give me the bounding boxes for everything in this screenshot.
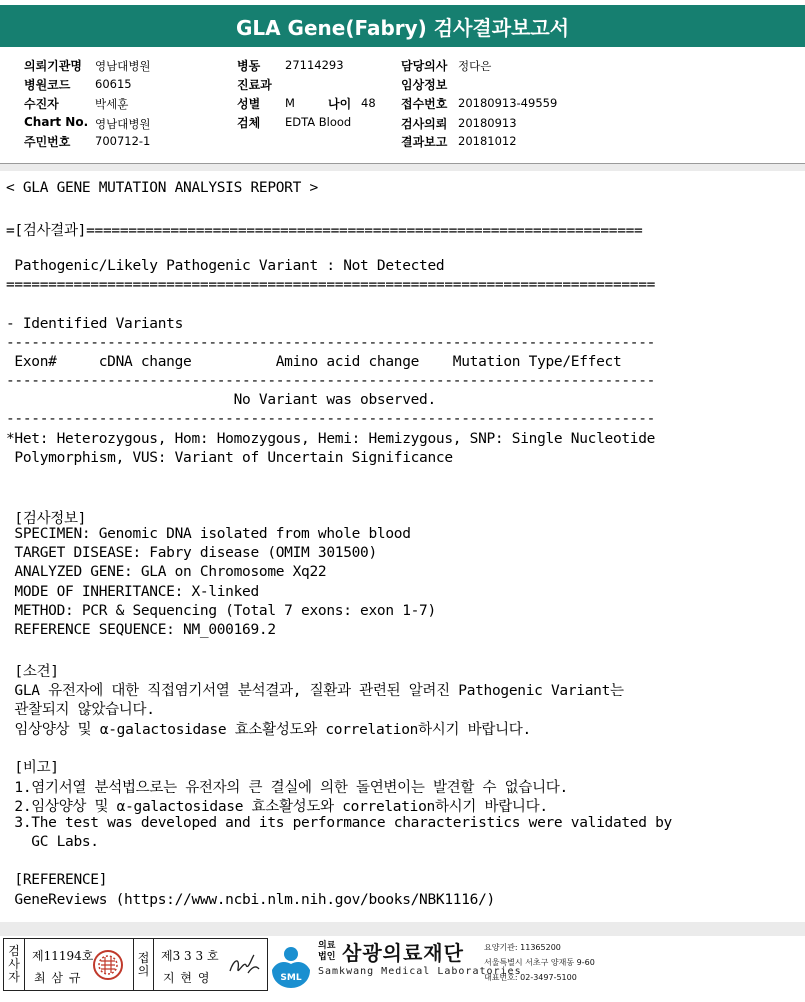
doctor-label: 담당의사 (401, 59, 448, 73)
accession-value: 20180913-49559 (458, 96, 558, 110)
test-info-specimen: SPECIMEN: Genomic DNA isolated from whole blood (6, 526, 411, 542)
recipient-value: 박세훈 (95, 97, 129, 111)
age-label: 나이 (328, 97, 352, 111)
separator-line: ----------------------------------------------------------------------------- (6, 373, 656, 389)
approver-label: 접 의 (133, 939, 154, 990)
separator-line: ----------------------------------------------------------------------------- (6, 411, 656, 427)
report-footer (0, 936, 805, 1002)
doctor-value: 정다은 (458, 59, 492, 73)
resident-no-value: 700712-1 (95, 134, 151, 148)
org-name-english: Samkwang Medical Laboratories (318, 966, 522, 977)
approver-name: 지 현 영 (163, 971, 211, 985)
patient-info-panel (0, 47, 805, 164)
chart-no-value: 영남대병원 (95, 117, 151, 131)
request-date-value: 20180913 (458, 116, 517, 130)
findings-line-1: GLA 유전자에 대한 직접염기서열 분석결과, 질환과 관련된 알려진 Pathogenic Variant는 (6, 683, 624, 699)
reference-heading: [REFERENCE] (6, 872, 108, 888)
separator-line: ----------------------------------------------------------------------------- (6, 335, 656, 351)
test-info-method: METHOD: PCR & Sequencing (Total 7 exons: exon 1-7) (6, 603, 436, 619)
accession-label: 접수번호 (401, 97, 448, 111)
findings-line-2: 관찰되지 않았습니다. (6, 702, 155, 718)
chart-no-label: Chart No. (24, 115, 89, 129)
report-heading: < GLA GENE MUTATION ANALYSIS REPORT > (6, 180, 318, 196)
test-info-disease: TARGET DISEASE: Fabry disease (OMIM 301500) (6, 545, 377, 561)
report-body (0, 171, 805, 922)
remarks-line-2: 2.임상양상 및 α-galactosidase 효소활성도와 correlation하시기 바랍니다. (6, 799, 548, 815)
report-title: GLA Gene(Fabry) 검사결과보고서 (235, 15, 570, 40)
remarks-line-3: 3.The test was developed and its performance characteristics were validated by (6, 815, 672, 831)
approver-signature (226, 951, 262, 979)
specimen-value: EDTA Blood (285, 115, 352, 129)
recipient-label: 수진자 (24, 97, 59, 111)
examiner-license: 제11194호 (32, 949, 94, 963)
institution-label: 의뢰기관명 (24, 59, 82, 73)
separator-line: ============================================================================= (6, 277, 656, 293)
result-summary: Pathogenic/Likely Pathogenic Variant : Not Detected (6, 258, 445, 274)
examiner-name: 최 삼 규 (34, 971, 82, 985)
clinical-info-label: 임상정보 (401, 78, 448, 92)
org-code: 요양기관: 11365200 (484, 943, 561, 952)
approver-license: 제3 3 3 호 (161, 949, 219, 963)
org-type: 의료 법인 (318, 941, 336, 962)
examiner-label: 검 사 자 (4, 939, 25, 990)
resident-no-label: 주민번호 (24, 135, 71, 149)
ward-label: 병동 (237, 59, 261, 73)
institution-value: 영남대병원 (95, 59, 151, 73)
test-info-heading: [검사정보] (6, 511, 87, 527)
examiner-seal-stamp (92, 949, 124, 981)
remarks-line-1: 1.염기서열 분석법으로는 유전자의 큰 결실에 의한 돌연변이는 발견할 수 없습니다. (6, 780, 568, 796)
findings-heading: [소견] (6, 664, 59, 680)
test-info-reference-seq: REFERENCE SEQUENCE: NM_000169.2 (6, 622, 276, 638)
org-phone: 대표번호: 02-3497-5100 (484, 973, 577, 982)
variants-heading: - Identified Variants (6, 316, 184, 332)
report-date-value: 20181012 (458, 134, 517, 148)
hospital-code-value: 60615 (95, 77, 132, 91)
sex-value: M (285, 96, 295, 110)
sex-label: 성별 (237, 97, 261, 111)
result-section-header: =[검사결과]================================================================== (6, 223, 643, 239)
specimen-label: 검체 (237, 116, 261, 130)
org-contact-info (484, 940, 595, 985)
ward-value: 27114293 (285, 58, 344, 72)
age-value: 48 (361, 96, 376, 110)
remarks-line-3-cont: GC Labs. (6, 834, 99, 850)
report-title-bar (0, 5, 805, 47)
abbreviation-note: *Het: Heterozygous, Hom: Homozygous, Hemi: Hemizygous, SNP: Single Nucleotide (6, 431, 656, 447)
section-divider (0, 164, 805, 171)
signature-box (3, 938, 268, 991)
logo-text: SML (280, 973, 302, 983)
remarks-heading: [비고] (6, 760, 59, 776)
sml-logo-icon (270, 940, 312, 990)
org-address: 서울특별시 서초구 양재동 9-60 (484, 958, 595, 967)
findings-line-3: 임상양상 및 α-galactosidase 효소활성도와 correlation하시기 바랍니다. (6, 722, 531, 738)
test-info-inheritance: MODE OF INHERITANCE: X-linked (6, 584, 259, 600)
request-date-label: 검사의뢰 (401, 117, 448, 131)
no-variant-row: No Variant was observed. (6, 392, 436, 408)
hospital-code-label: 병원코드 (24, 78, 71, 92)
org-name: 삼광의료재단 (342, 941, 464, 965)
variants-table-header: Exon# cDNA change Amino acid change Mutation Type/Effect (6, 354, 622, 370)
report-date-label: 결과보고 (401, 135, 448, 149)
abbreviation-note-cont: Polymorphism, VUS: Variant of Uncertain Significance (6, 450, 453, 466)
reference-link[interactable]: GeneReviews (https://www.ncbi.nlm.nih.gov/books/NBK1116/) (6, 892, 495, 908)
footer-divider (0, 922, 805, 936)
test-info-gene: ANALYZED GENE: GLA on Chromosome Xq22 (6, 564, 327, 580)
department-label: 진료과 (237, 78, 272, 92)
